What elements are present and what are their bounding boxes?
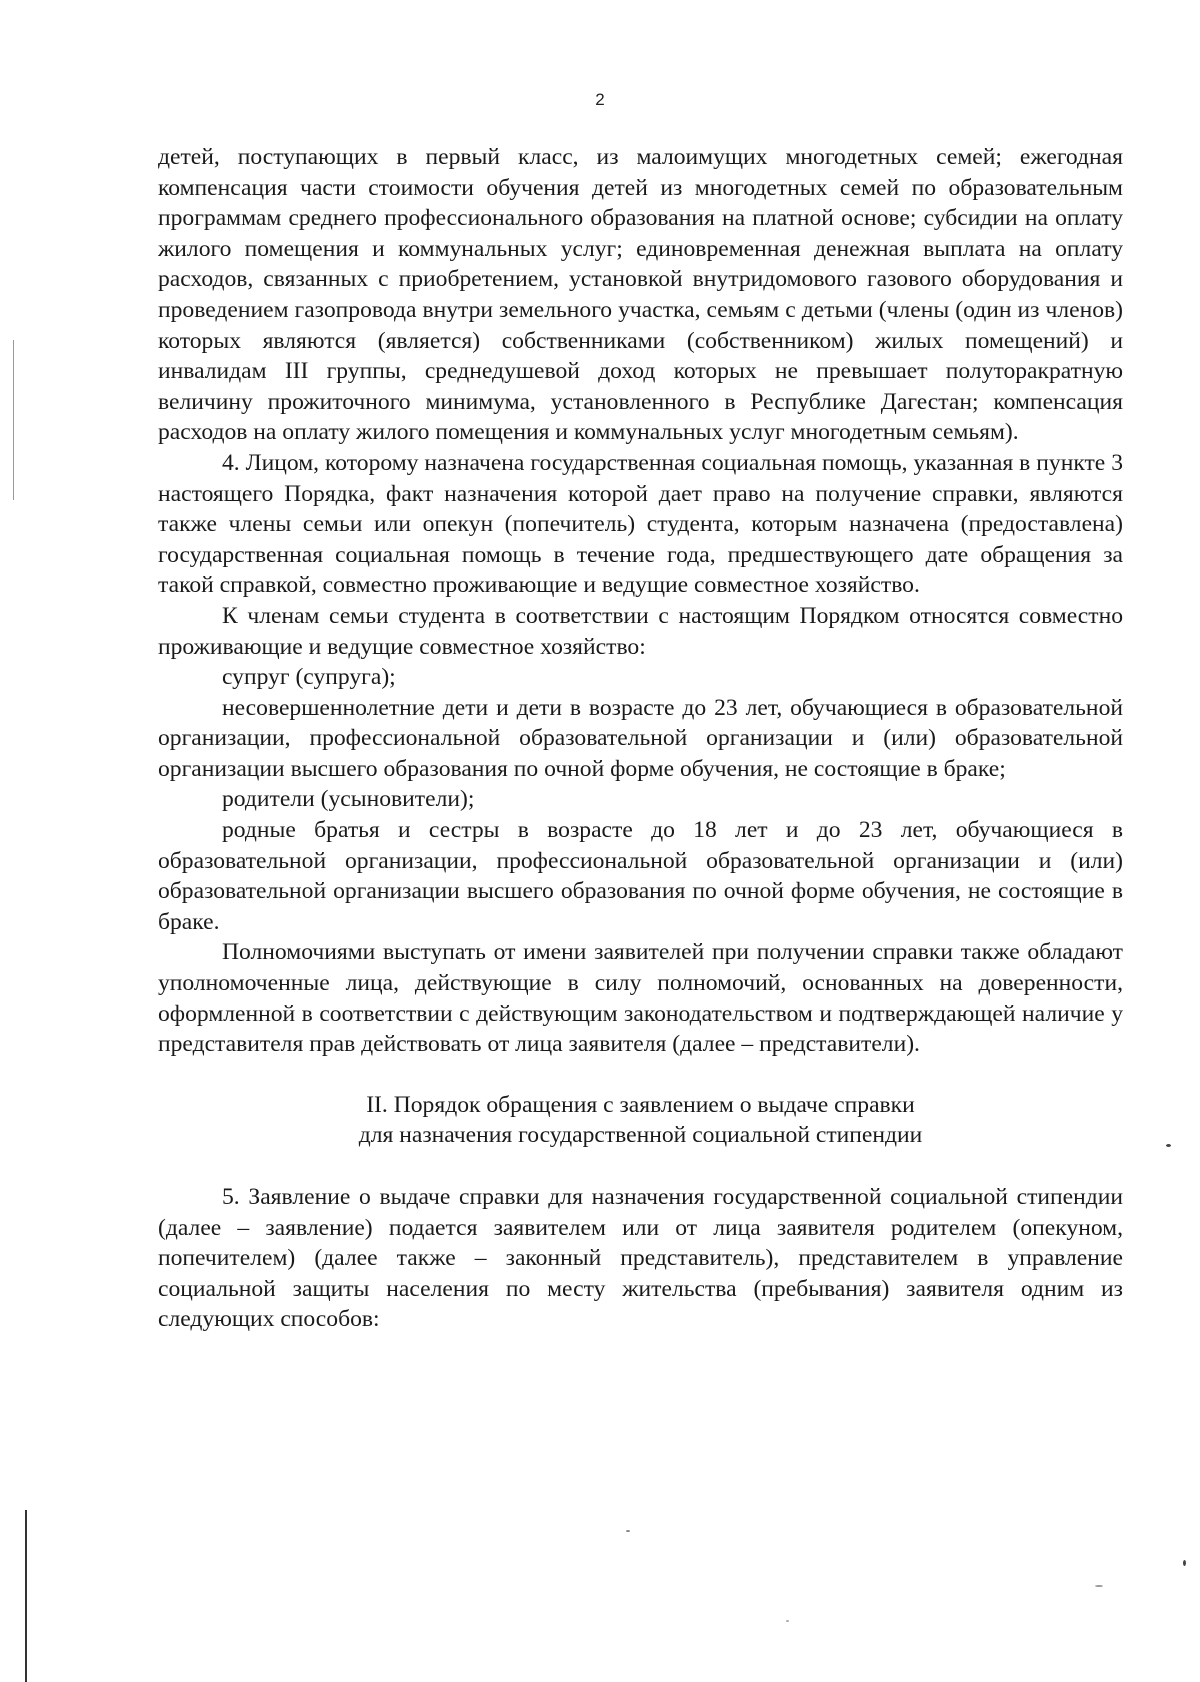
list-item-spouse: супруг (супруга); xyxy=(222,664,396,691)
section-heading-line2: для назначения государственной социальной стипендии xyxy=(358,1122,923,1149)
page-number: 2 xyxy=(595,90,605,109)
paragraph-representatives: Полномочиями выступать от имени заявителей при получении справки также обладают уполномоченные лица, действующие в силу полномочий, основанных на доверенности, оформленной в соответствии с действующим законодательством и подтверждающей наличие у представителя прав действовать от лица заявителя (далее – представители). xyxy=(158,939,1123,1058)
scan-artifact-line xyxy=(13,340,14,500)
section-heading xyxy=(158,1090,1123,1151)
scan-speck xyxy=(1166,1144,1171,1147)
paragraph-continuation: детей, поступающих в первый класс, из малоимущих многодетных семей; ежегодная компенсация части стоимости обучения детей из многодетных семей по образовательным программам среднего профессионального образования на платной основе; субсидии на оплату жилого помещения и коммунальных услуг; единовременная денежная выплата на оплату расходов, связанных с приобретением, установкой внутридомового газового оборудования и проведением газопровода внутри земельного участка, семьям с детьми (члены (один из членов) которых являются (является) собственниками (собственником) жилых помещений) и инвалидам III группы, среднедушевой доход которых не превышает полуторакратную величину прожиточного минимума, установленного в Республике Дагестан; компенсация расходов на оплату жилого помещения и коммунальных услуг многодетным семьям). xyxy=(158,144,1123,446)
section-heading-line1: II. Порядок обращения с заявлением о выдаче справки xyxy=(366,1091,915,1118)
scan-speck xyxy=(626,1530,630,1532)
paragraph-item-4: 4. Лицом, которому назначена государственная социальная помощь, указанная в пункте 3 настоящего Порядка, факт назначения которой дает право на получение справки, являются также члены семьи или опекун (попечитель) студента, которым назначена (предоставлена) государственная социальная помощь в течение года, предшествующего дате обращения за такой справкой, совместно проживающие и ведущие совместное хозяйство. xyxy=(158,449,1123,599)
scan-speck xyxy=(786,1620,789,1622)
paragraph-item-5: 5. Заявление о выдаче справки для назначения государственной социальной стипендии (далее – заявление) подается заявителем или от лица заявителя родителем (опекуном, попечителем) (далее также – законный представитель), представителем в управление социальной защиты населения по месту жительства (пребывания) заявителя одним из следующих способов: xyxy=(158,1184,1123,1333)
scan-speck xyxy=(1095,1585,1103,1587)
document-body xyxy=(158,142,1123,1335)
paragraph-family-members-intro: К членам семьи студента в соответствии с настоящим Порядком относятся совместно проживающие и ведущие совместное хозяйство: xyxy=(158,602,1123,660)
list-item-children: несовершеннолетние дети и дети в возрасте до 23 лет, обучающиеся в образовательной организации, профессиональной образовательной организации и (или) образовательной организации высшего образования по очной форме обучения, не состоящие в браке; xyxy=(158,694,1123,782)
list-item-parents: родители (усыновители); xyxy=(222,786,475,813)
list-item-siblings: родные братья и сестры в возрасте до 18 лет и до 23 лет, обучающиеся в образовательной организации, профессиональной образовательной организации и (или) образовательной организации высшего образования по очной форме обучения, не состоящие в браке. xyxy=(158,817,1123,935)
scan-speck xyxy=(1183,1560,1186,1566)
scan-artifact-line xyxy=(25,1510,27,1682)
